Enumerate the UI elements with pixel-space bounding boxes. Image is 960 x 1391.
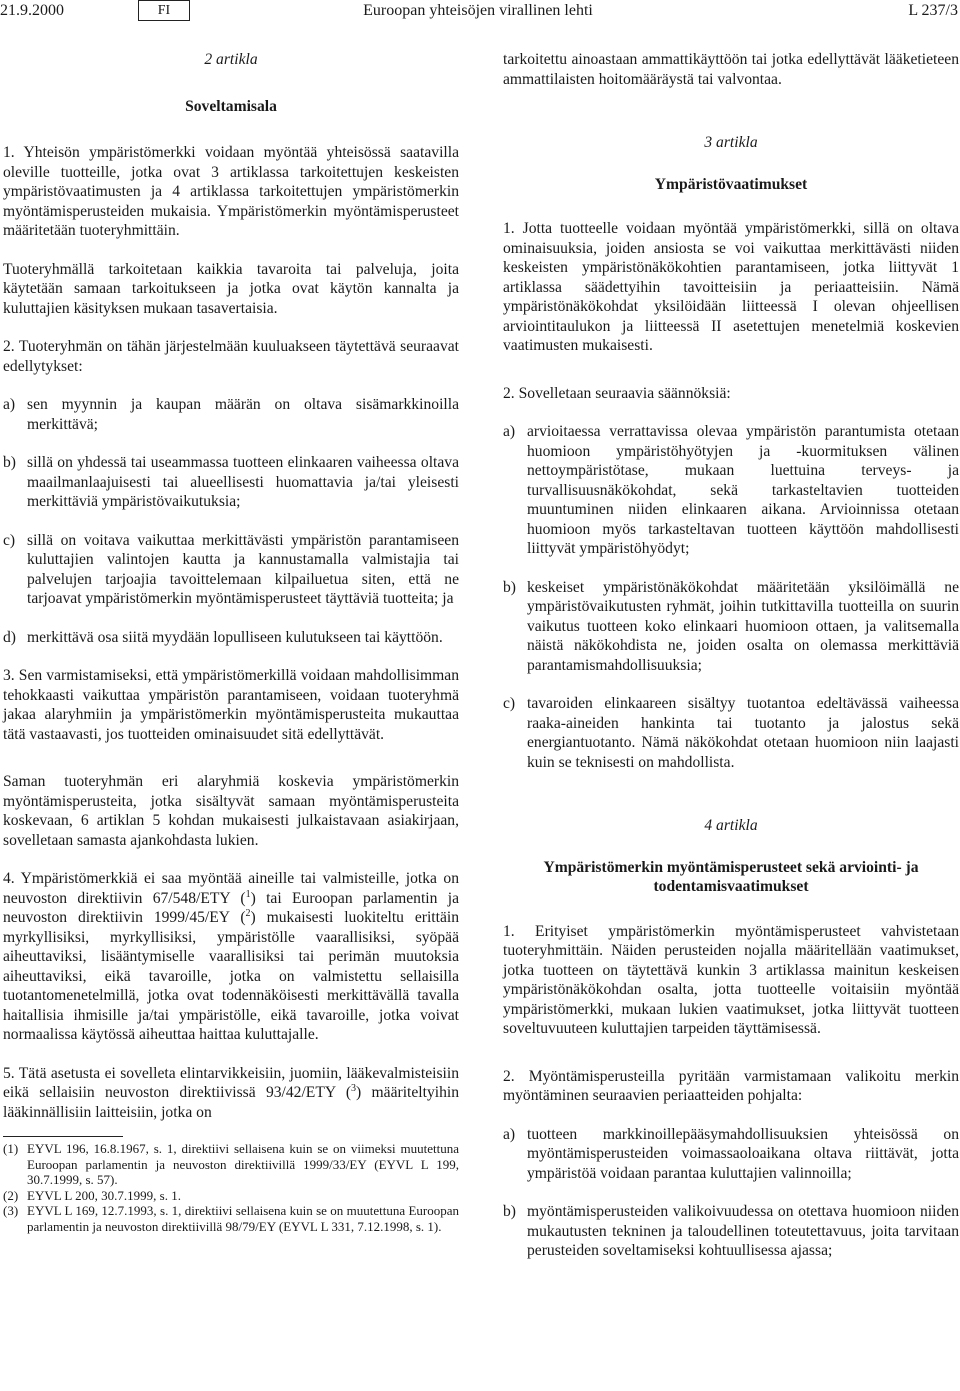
item-label: d) [3,628,16,646]
issue-date: 21.9.2000 [0,2,64,19]
language-box: FI [138,0,190,21]
footnote-text: EYVL L 200, 30.7.1999, s. 1. [27,1187,181,1203]
item-label: a) [503,423,516,440]
page-header [0,0,960,24]
footnote [3,1203,459,1234]
article-4-title: Ympäristömerkin myöntämisperusteet sekä arviointi- ja todentamisvaatimukset [543,858,919,895]
item-text: tuotteen markkinoillepääsymahdollisuuksien yhteisössä on myöntämisperusteiden voimassaoloaikana oltava riittävät, jotta ympäristöä voidaan parantaa kuluttajien valinnoilla; [527,1125,959,1182]
left-column [3,44,459,1389]
item-text: sillä on voitava vaikuttaa merkittävästi ympäristön parantamiseen kuluttajien valintojen kautta ja kannustamalla valmistajia tai palvelujen tarjoajia tavoittelemaan kilpailuetua siten, että ne tarjoavat ympäristömerkin myöntämisperusteet täyttäviä tuotteita; ja [27,531,459,607]
list-item [503,694,959,772]
footnote-ref-1: 1 [245,888,251,900]
art2-paragraph-1b: Tuoteryhmällä tarkoitetaan kaikkia tavaroita tai palveluja, joita käytetään samaan tarkoitukseen ja jotka ovat käytön kannalta ja kuluttajien käsityksen mukaan tasavertaisia. [3,260,459,317]
footnote-label: (1) [3,1141,19,1156]
item-text: sillä on yhdessä tai useammassa tuotteen elinkaaren vaiheessa oltava maailmanlaajuisesti tai alueellisesti huomattavia ja/tai yleisesti merkittäviä ympäristövaikutuksia; [27,454,459,510]
art2-paragraph-4: 4. Ympäristömerkkiä ei saa myöntää aineille tai valmisteille, jotka on neuvoston direktiivin 67/548/ETY ($^1$) tai Euroopan parlamentin ja neuvoston direktiivin 1999/45/EY ($^2$) mukaisesti luokiteltu erittäin myrkyllisiksi, myrkyllisiksi, ympäristölle vaarallisiksi, syöpää aiheuttaviksi, lisääntymiselle vaarallisiksi tai perimän muutoksia aiheuttaviksi, eikä tavaroille, jotka on valmistettu sellaisilla tuotantomenetelmillä, jotka ovat todennäköisesti merkittävällä tavalla haitallisia ihmisille ja/tai ympäristölle, eikä tavaroille, jotka voivat normaalissa käytössä aiheuttaa haittaa kuluttajalle. [3,870,459,1043]
list-item [503,422,959,559]
journal-title: Euroopan yhteisöjen virallinen lehti [363,2,593,19]
item-label: c) [3,531,16,549]
art2-paragraph-2: 2. Tuoteryhmän on tähän järjestelmään kuuluakseen täytettävä seuraavat edellytykset: [3,338,459,375]
list-item [3,531,459,609]
item-text: merkittävä osa siitä myydään lopulliseen kulutukseen tai käyttöön. [27,628,443,646]
list-item [503,1125,959,1184]
continuation-paragraph: tarkoitettu ainoastaan ammattikäyttöön tai jotka edellyttävät lääketieteen ammattilaisten hoitomääräystä tai valvontaa. [503,51,959,88]
art2-paragraph-3b: Saman tuoteryhmän eri alaryhmiä koskevia ympäristömerkin myöntämisperusteita, jotka sisältyvät samaan myöntämisperusteita koskevaan, 6 artiklan 5 kohdan mukaisesti julkaistavaan asiakirjaan, sovelletaan samasta ajankohdasta lukien. [3,773,459,849]
art4-paragraph-2: 2. Myöntämisperusteilla pyritään varmistamaan valikoitu merkin myöntäminen seuraavien periaatteiden pohjalta: [503,1067,959,1104]
footnote-text: EYVL 196, 16.8.1967, s. 1, direktiivi sellaisena kuin se on viimeksi muutettuna Euroopan parlamentin ja neuvoston direktiivillä 1999/33/EY (EYVL L 199, 30.7.1999, s. 57). [27,1141,459,1187]
item-label: b) [503,578,516,596]
item-label: b) [3,454,16,471]
art3-paragraph-2: 2. Sovelletaan seuraavia säännöksiä: [503,384,731,402]
item-label: b) [503,1203,516,1220]
list-item [503,1202,959,1261]
item-text: myöntämisperusteiden valikoivuudessa on otettava huomioon niiden mukautusten tekninen ja taloudellinen toteutettavuus, joita tarvitaan perusteiden soveltamiseksi kohtuullisessa ajassa; [527,1203,959,1259]
article-3-number: 3 artikla [704,134,758,151]
list-item [3,628,459,648]
footnote-label: (2) [3,1187,19,1203]
footnote-text: EYVL L 169, 12.7.1993, s. 1, direktiivi sellaisena kuin se on muutettuna Euroopan parlamentin ja neuvoston direktiivillä 98/79/EY (EYVL L 331, 7.12.1998, s. 1). [27,1203,459,1234]
art3-paragraph-1: 1. Jotta tuotteelle voidaan myöntää ympäristömerkki, sillä on oltava ominaisuuksia, joiden ansiosta se voi vaikuttaa merkittävästi niiden keskeisten ympäristönäkökohtien parantamiseen, jotka liittyvät 1 artiklassa säädettyihin tavoitteisiin ja periaatteisiin. Nämä ympäristönäkökohdat yksilöidään liitteessä I olevan ohjeellisen arviointitaulukon ja liitteessä II asetettujen menetelmiä koskevien vaatimusten mukaisesti. [503,220,959,354]
footnote-ref-2: 2 [245,907,251,919]
item-label: a) [3,396,16,413]
footnote-label: (3) [3,1203,19,1218]
item-label: c) [503,695,516,712]
item-text: sen myynnin ja kaupan määrän on oltava sisämarkkinoilla merkittävä; [27,396,459,433]
art2-paragraph-5: 5. Tätä asetusta ei sovelleta elintarvikkeisiin, juomiin, lääkevalmisteisiin eikä sellaisiin neuvoston direktiivissä 93/42/ETY ($^3$) määriteltyihin lääkinnällisiin laitteisiin, jotka on [3,1064,459,1121]
item-text: arvioitaessa verrattavissa olevaa ympäristön parantumista otetaan huomioon ympäristöhyötyjen ja -kuormituksen välinen nettoympäristötase, mukaan luettuina terveys- ja turvallisuusnäkökohdat, sekä tarkasteltavien tuotteiden muuntuminen niiden elinkaaren aikana. Arvioinnissa otetaan huomioon myös tarkasteltavan tuotteen käyttöön mahdollisesti liittyvät ympäristöhyödyt; [527,423,959,557]
art4-paragraph-1: 1. Erityiset ympäristömerkin myöntämisperusteet vahvistetaan tuoteryhmittäin. Näiden perusteiden nojalla määritellään vaatimukset, jotka tuotteen on täytettävä kunkin 3 artiklassa mainitun keskeisen ympäristönäkökohdan osalta, jotta tuotteelle voitaisiin myöntää ympäristömerkki, mukaan lukien vaatimukset, jotka liittyvät tuotteen soveltuvuuteen kuluttajien tarpeiden täyttämisessä. [503,922,959,1037]
article-2-title: Soveltamisala [185,97,277,115]
article-2-number: 2 artikla [204,51,258,68]
footnote [3,1141,459,1188]
footnote-ref-3: 3 [351,1082,357,1094]
footnote-divider [3,1136,123,1137]
list-item [3,395,459,434]
art2-paragraph-3: 3. Sen varmistamiseksi, että ympäristömerkillä voidaan mahdollisimman tehokkaasti vaikuttaa ympäristön parantamiseen, voidaan tuoteryhmä jakaa alaryhmiin ja ympäristömerkin myöntämisperusteita mukauttaa tätä vastaavasti, jos tuotteiden ominaisuudet sitä edellyttävät. [3,667,459,743]
list-item [503,578,959,676]
list-item [3,453,459,512]
art2-paragraph-1: 1. Yhteisön ympäristömerkki voidaan myöntää yhteisössä saatavilla oleville tuotteille, jotka ovat 3 artiklassa tarkoitettujen keskeisten ympäristövaatimusten ja 4 artiklassa tarkoitettujen ympäristömerkin myöntämisperusteiden mukaisia. Ympäristömerkin myöntämisperusteet määritetään tuoteryhmittäin. [3,144,459,239]
item-text: keskeiset ympäristönäkökohdat määritetään yksilöimällä ne ympäristövaikutusten ryhmät, joihin tutkittavilla tuotteilla on suurin vaikutus tuotteen koko elinkaari huomioon ottaen, ja valitsemalla näistä näkökohdista ne, joiden osalta on olemassa merkittäviä parantamismahdollisuuksia; [527,578,959,674]
right-column [503,44,959,1389]
page-reference: L 237/3 [908,2,958,19]
item-text: tavaroiden elinkaareen sisältyy tuotantoa edeltävässä vaiheessa raaka-aineiden hankinta tai tuotanto ja jalostus sekä energiantuotanto. Nämä näkökohdat otetaan huomioon niin laajasti kuin se teknisesti on mahdollista. [527,695,959,771]
article-4-number: 4 artikla [704,817,758,834]
article-3-title: Ympäristövaatimukset [654,175,808,193]
footnote [3,1188,459,1204]
item-label: a) [503,1125,516,1143]
